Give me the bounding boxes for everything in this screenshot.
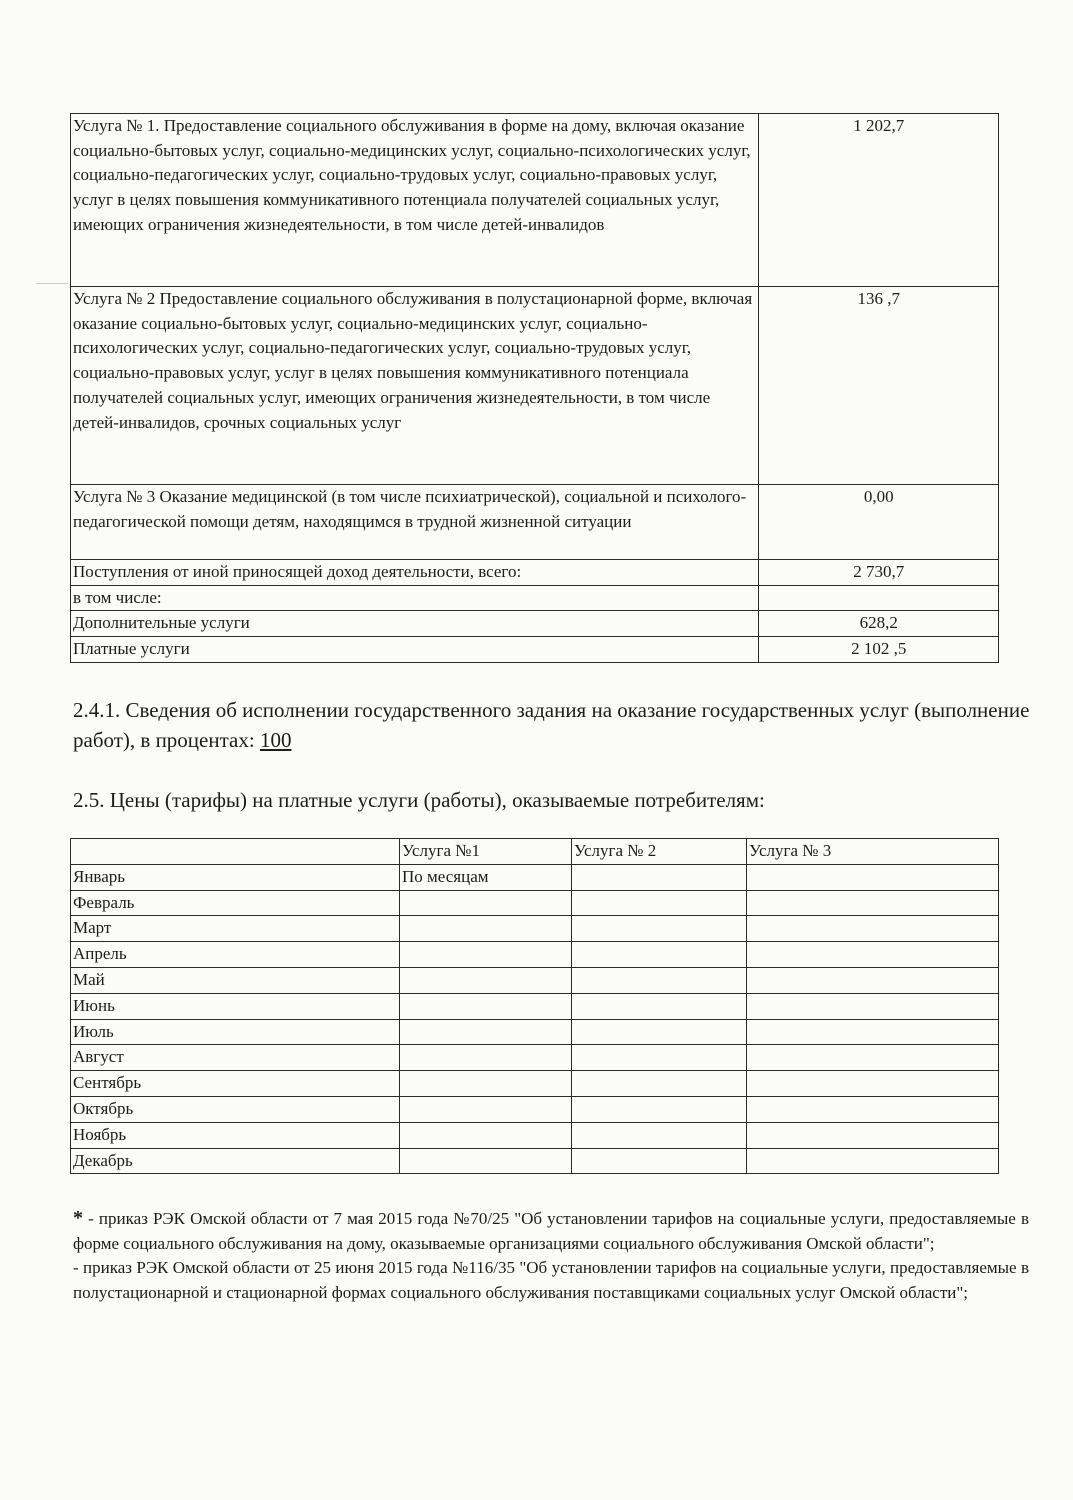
price-cell [747,1096,999,1122]
paid-services-name: Платные услуги [71,637,759,663]
price-cell [572,967,747,993]
service-3-value: 0,00 [759,485,999,560]
price-cell [400,993,572,1019]
margin-mark [36,283,68,284]
price-cell [747,1148,999,1174]
month-cell: Январь [71,864,400,890]
month-cell: Июнь [71,993,400,1019]
price-cell [747,1019,999,1045]
table-row [71,993,999,1019]
price-cell [400,1096,572,1122]
price-cell [747,864,999,890]
additional-services-name: Дополнительные услуги [71,611,759,637]
prices-table-body [71,864,999,1174]
table-row [71,114,999,287]
price-cell: По месяцам [400,864,572,890]
price-cell [572,864,747,890]
price-cell [572,1096,747,1122]
price-cell [572,890,747,916]
prices-header-service-1: Услуга №1 [400,839,572,865]
table-row [71,560,999,586]
price-cell [400,890,572,916]
service-2-name: Услуга № 2 Предоставление социального обслуживания в полустационарной форме, включая оказание социально-бытовых услуг, социально-медицинских услуг, социально-психологических услуг, социально-педагогических услуг, социально-трудовых услуг, социально-правовых услуг, услуг в целях повышения коммуникативного потенциала получателей социальных услуг, имеющих ограничения жизнедеятельности, в том числе детей-инвалидов, срочных социальных услуг [71,287,759,485]
table-row [71,611,999,637]
table-row [71,637,999,663]
price-cell [400,916,572,942]
price-cell [572,1122,747,1148]
table-row [71,916,999,942]
prices-table [70,838,999,1174]
price-cell [400,1045,572,1071]
price-cell [400,1122,572,1148]
table-row [71,1122,999,1148]
table-row [71,1019,999,1045]
month-cell: Декабрь [71,1148,400,1174]
price-cell [572,1019,747,1045]
price-cell [400,1019,572,1045]
section-2-5-heading: 2.5. Цены (тарифы) на платные услуги (работы), оказываемые потребителям: [73,788,765,812]
service-1-name: Услуга № 1. Предоставление социального обслуживания в форме на дому, включая оказание социально-бытовых услуг, социально-медицинских услуг, социально-психологических услуг, социально-педагогических услуг, социально-трудовых услуг, социально-правовых услуг, услуг в целях повышения коммуникативного потенциала получателей социальных услуг, имеющих ограничения жизнедеятельности, в том числе детей-инвалидов [71,114,759,287]
table-row [71,1148,999,1174]
footnote-star: * [73,1207,83,1229]
month-cell: Апрель [71,942,400,968]
table-row [71,864,999,890]
table-row [71,890,999,916]
section-2-4-1-value: 100 [259,728,292,752]
table-row [71,967,999,993]
prices-header-service-3: Услуга № 3 [747,839,999,865]
footnote-2: - приказ РЭК Омской области от 25 июня 2015 года №116/35 "Об установлении тарифов на социальные услуги, предоставляемые в полустационарной и стационарной формах социального обслуживания поставщиками социальных услуг Омской области"; [73,1258,1029,1302]
service-2-value: 136 ,7 [759,287,999,485]
price-cell [747,890,999,916]
prices-table-head [71,839,999,865]
additional-services-value: 628,2 [759,611,999,637]
month-cell: Октябрь [71,1096,400,1122]
price-cell [572,1148,747,1174]
price-cell [572,942,747,968]
price-cell [747,916,999,942]
month-cell: Март [71,916,400,942]
month-cell: Февраль [71,890,400,916]
price-cell [747,967,999,993]
table-row [71,585,999,611]
table-row [71,485,999,560]
including-label: в том числе: [71,585,759,611]
month-cell: Сентябрь [71,1071,400,1097]
income-table-body [71,114,999,663]
table-row [71,1045,999,1071]
footnote-1-text: - приказ РЭК Омской области от 7 мая 2015 года №70/25 "Об установлении тарифов на социальные услуги, предоставляемые в форме социального обслуживания на дому, оказываемые организациями социального обслуживания Омской области"; [73,1209,1029,1253]
prices-header-row [71,839,999,865]
income-table [70,113,999,663]
section-2-4-1 [73,695,1033,755]
price-cell [400,942,572,968]
price-cell [572,1071,747,1097]
month-cell: Май [71,967,400,993]
footnote-1 [73,1206,1029,1256]
table-row [71,1071,999,1097]
price-cell [747,942,999,968]
price-cell [400,1148,572,1174]
section-2-4-1-text: 2.4.1. Сведения об исполнении государственного задания на оказание государственных услуг (выполнение работ), в процентах: [73,698,1030,752]
price-cell [747,1122,999,1148]
other-income-value: 2 730,7 [759,560,999,586]
other-income-name: Поступления от иной приносящей доход деятельности, всего: [71,560,759,586]
prices-header-service-2: Услуга № 2 [572,839,747,865]
month-cell: Июль [71,1019,400,1045]
price-cell [747,993,999,1019]
month-cell: Август [71,1045,400,1071]
paid-services-value: 2 102 ,5 [759,637,999,663]
service-3-name: Услуга № 3 Оказание медицинской (в том числе психиатрической), социальной и психолого-педагогической помощи детям, находящимся в трудной жизненной ситуации [71,485,759,560]
table-row [71,942,999,968]
including-value [759,585,999,611]
service-1-value: 1 202,7 [759,114,999,287]
price-cell [572,916,747,942]
prices-header-blank [71,839,400,865]
table-row [71,287,999,485]
price-cell [572,993,747,1019]
month-cell: Ноябрь [71,1122,400,1148]
table-row [71,1096,999,1122]
price-cell [400,967,572,993]
price-cell [572,1045,747,1071]
price-cell [400,1071,572,1097]
price-cell [747,1071,999,1097]
footnotes [73,1206,1029,1305]
price-cell [747,1045,999,1071]
